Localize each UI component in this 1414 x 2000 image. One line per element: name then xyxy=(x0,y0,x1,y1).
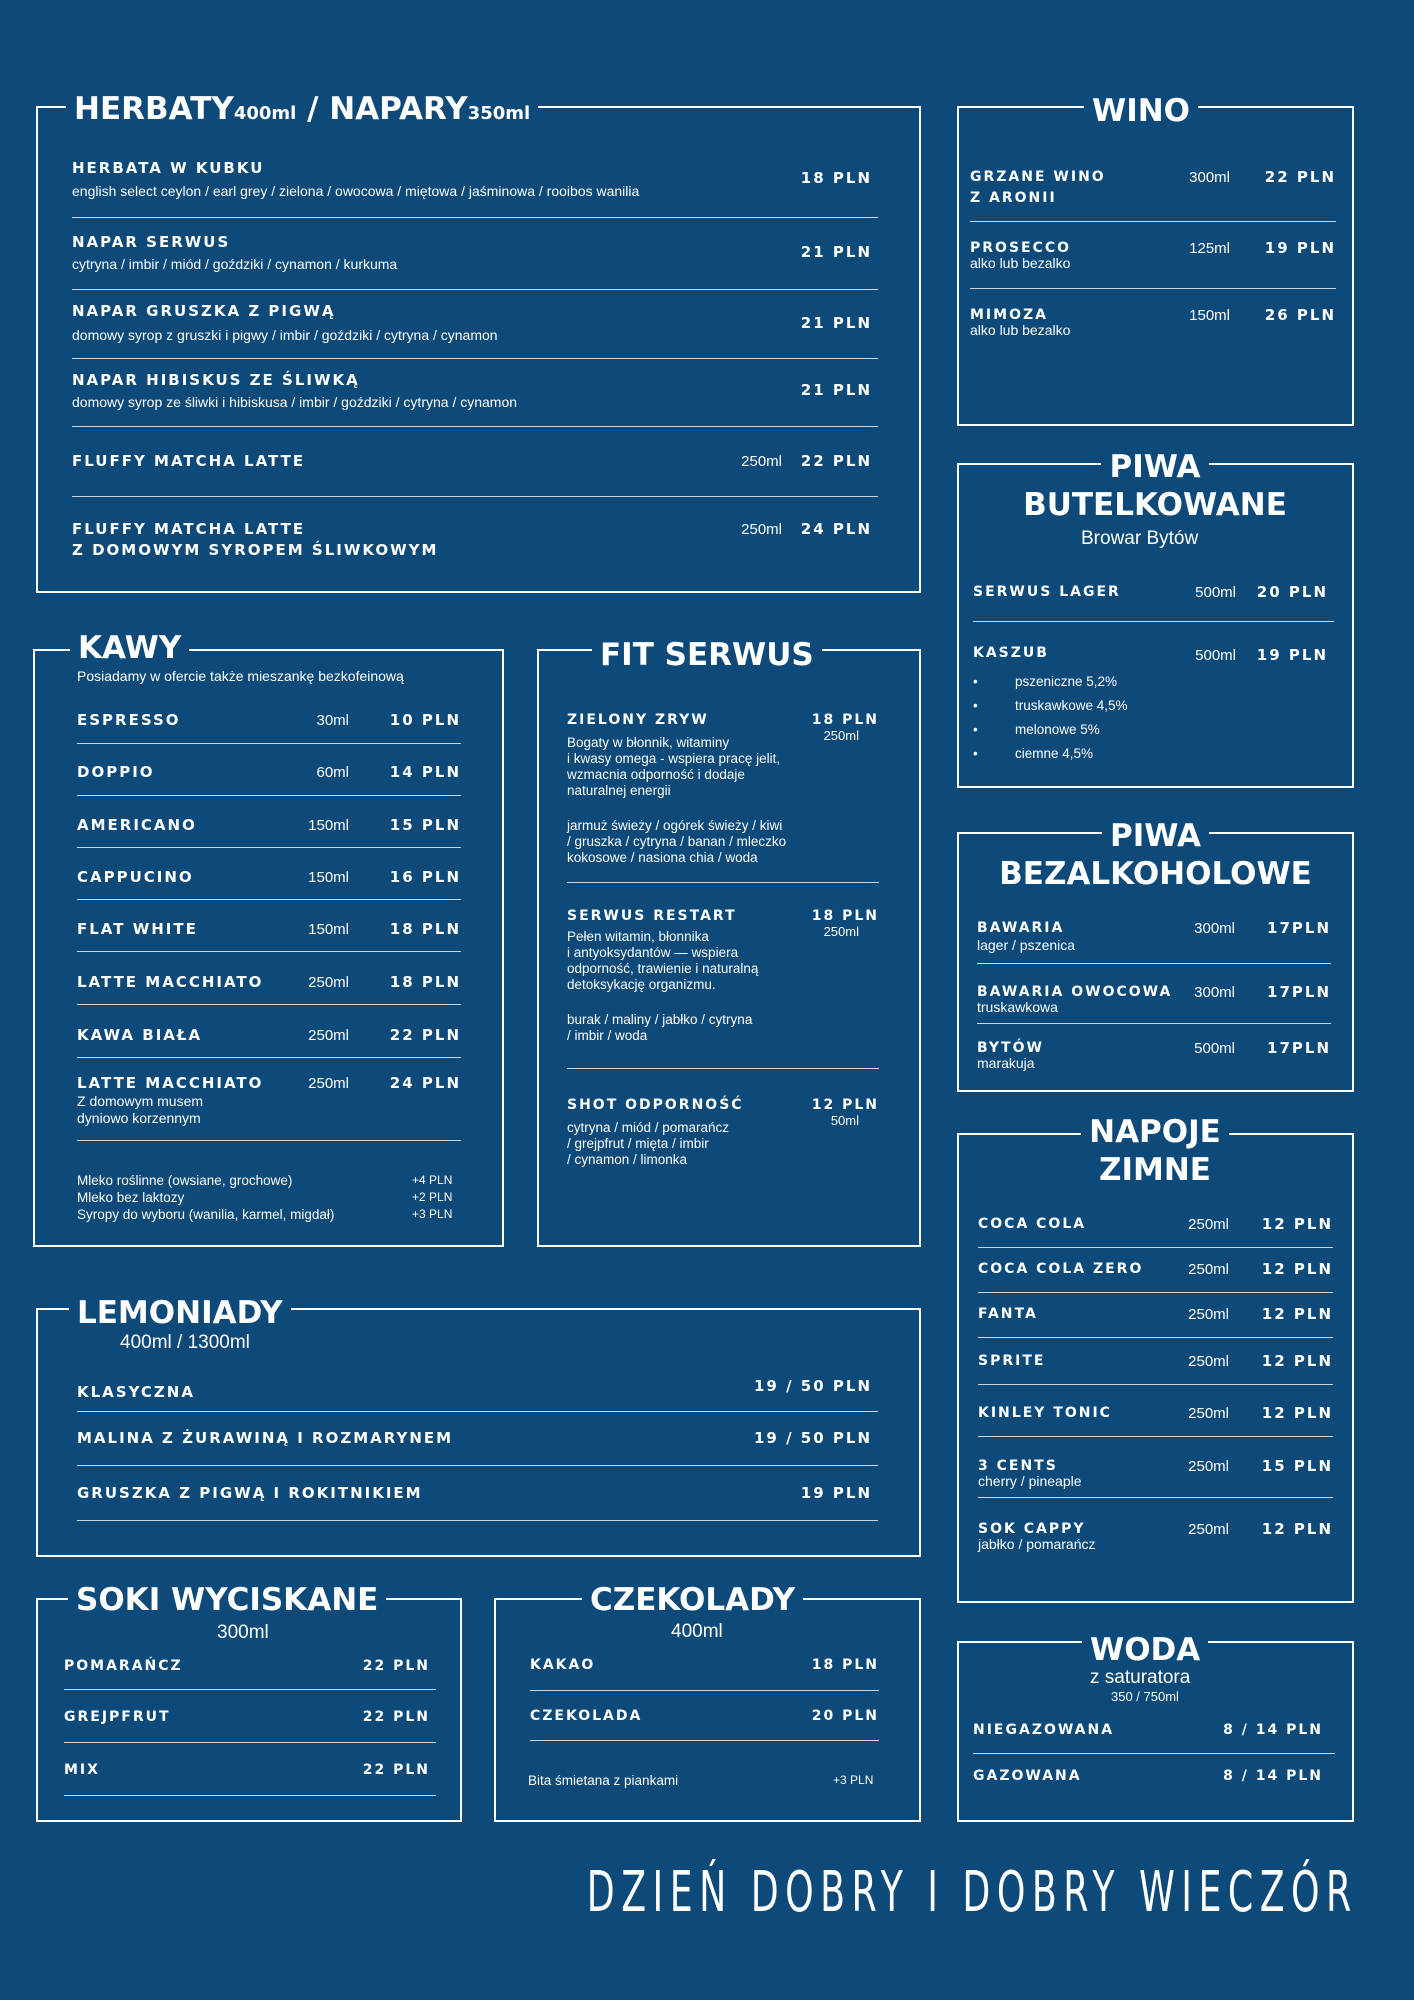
item-volume: 300ml xyxy=(1194,920,1235,937)
extra-label: Bita śmietana z piankami xyxy=(528,1773,679,1788)
item-name: SOK CAPPY xyxy=(978,1521,1086,1537)
item-desc: wzmacnia odporność i dodaje xyxy=(567,767,745,782)
item-volume: 60ml xyxy=(316,764,349,781)
menu-row xyxy=(970,238,1336,289)
item-name: NAPAR GRUSZKA Z PIGWĄ xyxy=(72,302,336,320)
item-ingredients: burak / maliny / jabłko / cytryna xyxy=(567,1012,753,1027)
item-name: NAPAR SERWUS xyxy=(72,233,231,251)
item-volume: 250ml xyxy=(1188,1261,1229,1278)
menu-row xyxy=(64,1707,436,1743)
item-name: PROSECCO xyxy=(970,240,1072,256)
menu-row xyxy=(77,867,461,900)
bullet-icon: • xyxy=(973,746,978,761)
item-volume: 250ml xyxy=(741,521,782,538)
item-volume: 300ml xyxy=(1194,984,1235,1001)
variant-item: ciemne 4,5% xyxy=(1015,746,1094,761)
menu-row xyxy=(77,1483,878,1521)
item-ingredients: / cynamon / limonka xyxy=(567,1152,688,1167)
item-price: 18 PLN xyxy=(800,169,872,187)
menu-row xyxy=(64,1760,436,1796)
item-price: 19 PLN xyxy=(1256,646,1328,664)
footer-slogan: DZIEŃ DOBRY I DOBRY WIECZÓR xyxy=(587,1860,1358,1925)
soki-title: SOKI WYCISKANE xyxy=(68,1585,386,1616)
menu-row xyxy=(72,451,878,497)
czekolady-subtitle: 400ml xyxy=(671,1621,723,1642)
item-name: FLAT WHITE xyxy=(77,920,198,938)
item-name: 3 CENTS xyxy=(978,1458,1058,1474)
item-name: KAWA BIAŁA xyxy=(77,1026,203,1044)
item-desc: Bogaty w błonnik, witaminy xyxy=(567,735,730,750)
item-name: GAZOWANA xyxy=(973,1768,1082,1784)
item-name: LATTE MACCHIATO xyxy=(77,973,264,991)
kawy-title: KAWY xyxy=(70,633,189,664)
item-volume: 150ml xyxy=(308,869,349,886)
menu-row xyxy=(77,1377,878,1412)
item-price: 26 PLN xyxy=(1264,306,1336,324)
napary-vol: 350ml xyxy=(467,103,531,124)
item-price: 12 PLN xyxy=(1261,1520,1333,1538)
lemoniady-title: LEMONIADY xyxy=(69,1298,291,1329)
menu-row xyxy=(973,1720,1335,1754)
item-desc: Z domowym musem xyxy=(77,1093,204,1109)
menu-row xyxy=(977,918,1331,964)
menu-row xyxy=(977,1038,1331,1078)
title-separator: / xyxy=(296,91,330,127)
item-name: POMARAŃCZ xyxy=(64,1658,183,1674)
item-volume: 500ml xyxy=(1195,584,1236,601)
item-price: 19 PLN xyxy=(1264,239,1336,257)
item-price: 10 PLN xyxy=(389,711,461,729)
item-name: CZEKOLADA xyxy=(530,1708,643,1724)
item-desc: truskawkowa xyxy=(977,999,1058,1015)
item-price: 19 / 50 PLN xyxy=(754,1377,872,1395)
bullet-icon: • xyxy=(973,722,978,737)
title-line2: BUTELKOWANE xyxy=(1023,487,1287,523)
item-name: GRZANE WINO xyxy=(970,169,1106,185)
menu-row xyxy=(978,1519,1333,1561)
woda-sizes: 350 / 750ml xyxy=(1111,1689,1179,1704)
item-desc: odporność, trawienie i naturalną xyxy=(567,961,759,976)
item-price: 18 PLN xyxy=(389,973,461,991)
item-price: 22 PLN xyxy=(389,1026,461,1044)
item-name: MIMOZA xyxy=(970,307,1048,323)
menu-row xyxy=(970,167,1336,222)
item-price: 14 PLN xyxy=(389,763,461,781)
napary-title: NAPARY xyxy=(329,91,468,127)
item-name: ZIELONY ZRYW xyxy=(567,712,709,728)
item-name: KLASYCZNA xyxy=(77,1383,195,1401)
item-desc: cherry / pineaple xyxy=(978,1473,1082,1489)
extra-price: +4 PLN xyxy=(412,1173,453,1187)
item-price: 22 PLN xyxy=(1264,168,1336,186)
item-volume: 500ml xyxy=(1195,647,1236,664)
item-desc: alko lub bezalko xyxy=(970,322,1071,338)
item-name: FANTA xyxy=(978,1306,1038,1322)
item-name: NAPAR HIBISKUS ZE ŚLIWKĄ xyxy=(72,371,360,389)
item-desc: english select ceylon / earl grey / zielona / owocowa / miętowa / jaśminowa / rooibos wanilia xyxy=(72,183,640,199)
item-price: 18 PLN xyxy=(389,920,461,938)
herbaty-title xyxy=(66,91,538,127)
item-name: ESPRESSO xyxy=(77,711,181,729)
menu-row xyxy=(72,370,878,427)
menu-row xyxy=(77,919,461,952)
piwa-bezalkoholowe-title xyxy=(962,818,1349,896)
item-price: 17PLN xyxy=(1267,919,1331,937)
menu-row xyxy=(77,972,461,1005)
item-name: NIEGAZOWANA xyxy=(973,1722,1115,1738)
item-volume: 30ml xyxy=(316,712,349,729)
variant-item: melonowe 5% xyxy=(1015,722,1100,737)
item-name: AMERICANO xyxy=(77,816,197,834)
item-volume: 250ml xyxy=(1188,1405,1229,1422)
item-name: KASZUB xyxy=(973,645,1049,661)
item-price: 18 PLN xyxy=(811,712,879,728)
item-volume: 250ml xyxy=(1188,1521,1229,1538)
kawy-subtitle: Posiadamy w ofercie także mieszankę bezkofeinową xyxy=(77,668,404,684)
title-line2: BEZALKOHOLOWE xyxy=(999,856,1312,892)
bullet-icon: • xyxy=(973,698,978,713)
menu-row xyxy=(77,710,461,744)
item-name: SERWUS LAGER xyxy=(973,584,1121,600)
item-price: 20 PLN xyxy=(811,1708,879,1724)
item-price: 12 PLN xyxy=(1261,1352,1333,1370)
menu-row xyxy=(973,1766,1335,1800)
menu-row xyxy=(77,1025,461,1058)
bullet-icon: • xyxy=(973,674,978,689)
menu-row xyxy=(978,1214,1333,1248)
item-volume: 50ml xyxy=(830,1113,859,1128)
item-name: SERWUS RESTART xyxy=(567,908,737,924)
item-price: 21 PLN xyxy=(800,314,872,332)
title-line1: PIWA xyxy=(1102,818,1209,854)
item-name: CAPPUCINO xyxy=(77,868,194,886)
item-name: BAWARIA OWOCOWA xyxy=(977,984,1173,1000)
item-name: SHOT ODPORNOŚĆ xyxy=(567,1097,744,1113)
fit-serwus-title: FIT SERWUS xyxy=(592,640,822,671)
item-volume: 250ml xyxy=(308,974,349,991)
item-price: 12 PLN xyxy=(1261,1404,1333,1422)
item-price: 19 PLN xyxy=(800,1484,872,1502)
item-price: 12 PLN xyxy=(1261,1215,1333,1233)
menu-row xyxy=(77,762,461,796)
item-volume: 150ml xyxy=(308,817,349,834)
item-ingredients: cytryna / miód / pomarańcz xyxy=(567,1120,730,1135)
extra-price: +3 PLN xyxy=(412,1207,453,1221)
item-name: MALINA Z ŻURAWINĄ I ROZMARYNEM xyxy=(77,1429,454,1447)
item-desc: detoksykację organizmu. xyxy=(567,977,716,992)
piwa-butelkowane-title xyxy=(990,449,1320,527)
item-price: 20 PLN xyxy=(1256,583,1328,601)
napoje-zimne-title xyxy=(1025,1114,1285,1192)
menu-row xyxy=(64,1656,436,1690)
item-desc: jabłko / pomarańcz xyxy=(978,1536,1096,1552)
item-name: DOPPIO xyxy=(77,763,155,781)
title-line2: ZIMNE xyxy=(1099,1152,1211,1188)
item-name: COCA COLA ZERO xyxy=(978,1261,1144,1277)
menu-row xyxy=(72,232,878,290)
item-name: GRUSZKA Z PIGWĄ I ROKITNIKIEM xyxy=(77,1484,423,1502)
menu-row xyxy=(530,1655,879,1691)
item-ingredients: jarmuż świeży / ogórek świeży / kiwi xyxy=(567,818,783,833)
menu-row xyxy=(567,1095,879,1175)
item-ingredients: / gruszka / cytryna / banan / mleczko xyxy=(567,834,787,849)
item-name: LATTE MACCHIATO xyxy=(77,1074,264,1092)
item-price: 8 / 14 PLN xyxy=(1223,1768,1323,1784)
item-price: 8 / 14 PLN xyxy=(1223,1722,1323,1738)
item-price: 16 PLN xyxy=(389,868,461,886)
herbaty-vol: 400ml xyxy=(233,103,297,124)
item-name: FLUFFY MATCHA LATTE xyxy=(72,520,306,538)
menu-row xyxy=(978,1403,1333,1437)
item-price: 24 PLN xyxy=(800,520,872,538)
menu-row xyxy=(77,1428,878,1466)
item-volume: 250ml xyxy=(1188,1306,1229,1323)
wino-title: WINO xyxy=(1084,96,1198,127)
item-price: 18 PLN xyxy=(811,908,879,924)
item-name: GREJPFRUT xyxy=(64,1709,171,1725)
item-price: 22 PLN xyxy=(362,1658,430,1674)
menu-row xyxy=(978,1351,1333,1385)
menu-row xyxy=(530,1706,879,1741)
item-name: KAKAO xyxy=(530,1657,596,1673)
menu-row xyxy=(77,1073,461,1141)
item-desc: cytryna / imbir / miód / goździki / cynamon / kurkuma xyxy=(72,256,398,272)
item-price: 22 PLN xyxy=(362,1762,430,1778)
herbaty-title-a: HERBATY xyxy=(74,91,234,127)
item-price: 12 PLN xyxy=(1261,1305,1333,1323)
item-desc: lager / pszenica xyxy=(977,937,1076,953)
item-price: 24 PLN xyxy=(389,1074,461,1092)
extra-price: +2 PLN xyxy=(412,1190,453,1204)
menu-row xyxy=(978,1304,1333,1338)
item-price: 22 PLN xyxy=(800,452,872,470)
extra-label: Mleko bez laktozy xyxy=(77,1190,185,1205)
variant-item: pszeniczne 5,2% xyxy=(1015,674,1118,689)
item-name: KINLEY TONIC xyxy=(978,1405,1112,1421)
item-volume: 125ml xyxy=(1189,240,1230,257)
lemoniady-subtitle: 400ml / 1300ml xyxy=(120,1332,250,1353)
item-name: HERBATA W KUBKU xyxy=(72,159,265,177)
item-volume: 150ml xyxy=(1189,307,1230,324)
title-line1: PIWA xyxy=(1101,449,1208,485)
woda-title: WODA xyxy=(1082,1635,1208,1666)
item-price: 15 PLN xyxy=(1261,1457,1333,1475)
item-name-line2: Z DOMOWYM SYROPEM ŚLIWKOWYM xyxy=(72,541,439,559)
item-ingredients: / imbir / woda xyxy=(567,1028,648,1043)
item-name-line2: Z ARONII xyxy=(970,190,1057,206)
extra-label: Mleko roślinne (owsiane, grochowe) xyxy=(77,1173,293,1188)
soki-subtitle: 300ml xyxy=(217,1622,269,1643)
item-volume: 250ml xyxy=(1188,1353,1229,1370)
item-price: 21 PLN xyxy=(800,381,872,399)
menu-row xyxy=(72,519,878,565)
item-name: BYTÓW xyxy=(977,1040,1044,1056)
menu-row xyxy=(973,643,1334,763)
extra-price: +3 PLN xyxy=(833,1773,874,1787)
item-desc: domowy syrop z gruszki i pigwy / imbir / goździki / cytryna / cynamon xyxy=(72,327,498,343)
item-volume: 250ml xyxy=(308,1027,349,1044)
menu-row xyxy=(567,710,879,883)
piwa-butelkowane-subtitle: Browar Bytów xyxy=(1081,528,1199,549)
title-line1: NAPOJE xyxy=(1081,1114,1229,1150)
item-ingredients: kokosowe / nasiona chia / woda xyxy=(567,850,758,865)
item-name: MIX xyxy=(64,1762,100,1778)
woda-subtitle: z saturatora xyxy=(1090,1667,1191,1688)
item-price: 18 PLN xyxy=(811,1657,879,1673)
item-desc: alko lub bezalko xyxy=(970,255,1071,271)
item-price: 15 PLN xyxy=(389,816,461,834)
item-desc: Pełen witamin, błonnika xyxy=(567,929,709,944)
item-desc: domowy syrop ze śliwki i hibiskusa / imbir / goździki / cytryna / cynamon xyxy=(72,394,518,410)
menu-row xyxy=(973,582,1334,622)
menu-row xyxy=(978,1456,1333,1498)
menu-row xyxy=(72,158,878,218)
item-price: 12 PLN xyxy=(811,1097,879,1113)
variant-item: truskawkowe 4,5% xyxy=(1015,698,1128,713)
item-name: FLUFFY MATCHA LATTE xyxy=(72,452,306,470)
item-name: COCA COLA xyxy=(978,1216,1087,1232)
item-volume: 150ml xyxy=(308,921,349,938)
item-desc: marakuja xyxy=(977,1055,1035,1071)
czekolady-title: CZEKOLADY xyxy=(582,1585,803,1616)
item-desc: i antyoksydantów — wspiera xyxy=(567,945,739,960)
extra-label: Syropy do wyboru (wanilia, karmel, migdał) xyxy=(77,1207,335,1222)
item-volume: 250ml xyxy=(1188,1458,1229,1475)
item-desc: dyniowo korzennym xyxy=(77,1110,201,1126)
item-volume: 250ml xyxy=(741,453,782,470)
item-name: BAWARIA xyxy=(977,920,1065,936)
menu-row xyxy=(77,815,461,848)
item-price: 21 PLN xyxy=(800,243,872,261)
menu-row xyxy=(72,301,878,359)
item-desc: naturalnej energii xyxy=(567,783,671,798)
item-volume: 250ml xyxy=(1188,1216,1229,1233)
item-volume: 250ml xyxy=(823,924,859,939)
item-volume: 250ml xyxy=(823,728,859,743)
item-volume: 300ml xyxy=(1189,169,1230,186)
item-volume: 250ml xyxy=(308,1075,349,1092)
item-ingredients: / grejpfrut / mięta / imbir xyxy=(567,1136,709,1151)
item-price: 12 PLN xyxy=(1261,1260,1333,1278)
item-price: 19 / 50 PLN xyxy=(754,1429,872,1447)
item-price: 17PLN xyxy=(1267,1039,1331,1057)
menu-row xyxy=(978,1259,1333,1293)
item-price: 22 PLN xyxy=(362,1709,430,1725)
item-name: SPRITE xyxy=(978,1353,1046,1369)
menu-row xyxy=(567,906,879,1069)
item-volume: 500ml xyxy=(1194,1040,1235,1057)
menu-row xyxy=(977,982,1331,1024)
menu-row xyxy=(970,305,1336,345)
item-price: 17PLN xyxy=(1267,983,1331,1001)
item-desc: i kwasy omega - wspiera pracę jelit, xyxy=(567,751,781,766)
